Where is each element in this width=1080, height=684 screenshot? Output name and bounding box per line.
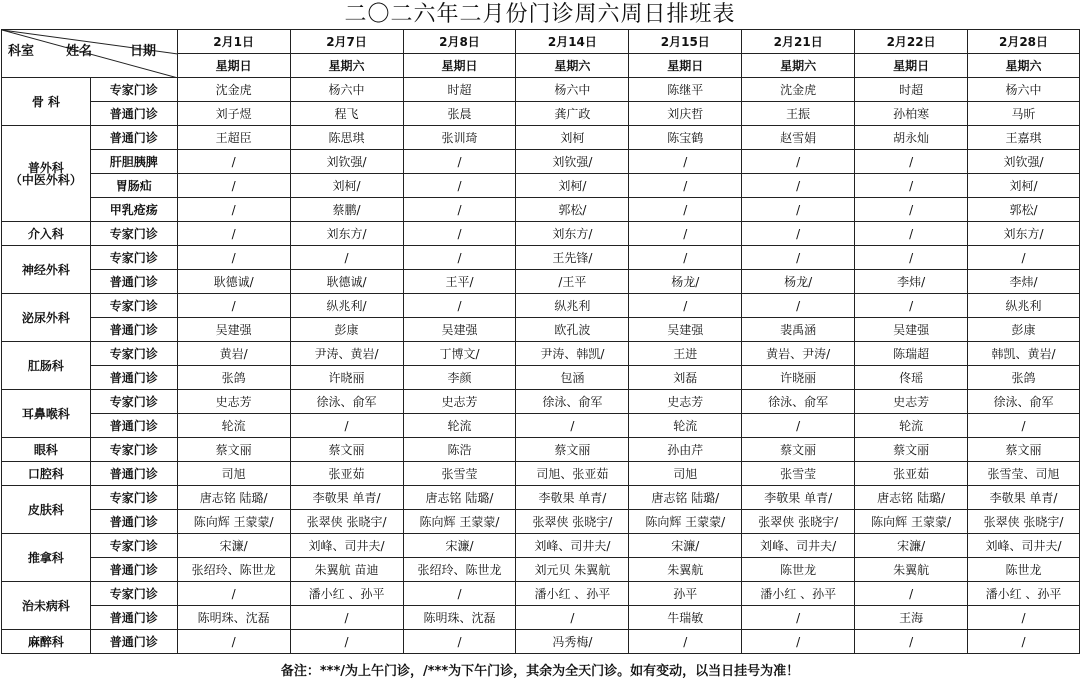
table-row xyxy=(2,342,1080,366)
schedule-cell: 王超臣 xyxy=(177,126,290,150)
department-cell: 推拿科 xyxy=(2,534,91,582)
schedule-cell: 陈瑞超 xyxy=(855,342,968,366)
schedule-cell: 丁博文/ xyxy=(403,342,516,366)
table-row xyxy=(2,366,1080,390)
table-row xyxy=(2,270,1080,294)
clinic-type-cell: 普通门诊 xyxy=(90,606,177,630)
schedule-cell: 耿德诚/ xyxy=(177,270,290,294)
header-row-dates xyxy=(2,30,1080,54)
schedule-cell: 纵兆利/ xyxy=(290,294,403,318)
weekday-header: 星期六 xyxy=(968,54,1080,78)
schedule-cell: 朱翼航 xyxy=(855,558,968,582)
schedule-cell: 史志芳 xyxy=(629,390,742,414)
schedule-cell: / xyxy=(742,222,855,246)
schedule-cell: / xyxy=(855,246,968,270)
table-row xyxy=(2,582,1080,606)
date-header: 2月22日 xyxy=(855,30,968,54)
table-row xyxy=(2,102,1080,126)
schedule-cell: 李炜/ xyxy=(855,270,968,294)
schedule-cell: / xyxy=(855,582,968,606)
table-row xyxy=(2,174,1080,198)
schedule-cell: 朱翼航 苗迪 xyxy=(290,558,403,582)
schedule-cell: 纵兆利 xyxy=(516,294,629,318)
schedule-cell: 王振 xyxy=(742,102,855,126)
date-header: 2月8日 xyxy=(403,30,516,54)
table-row xyxy=(2,486,1080,510)
table-row xyxy=(2,414,1080,438)
schedule-cell: / xyxy=(403,294,516,318)
schedule-cell: 宋濂/ xyxy=(629,534,742,558)
schedule-cell: 蔡鹏/ xyxy=(290,198,403,222)
schedule-cell: 包涵 xyxy=(516,366,629,390)
schedule-cell: 张亚茹 xyxy=(855,462,968,486)
schedule-cell: 许晓丽 xyxy=(290,366,403,390)
schedule-cell: 沈金虎 xyxy=(742,78,855,102)
schedule-cell: / xyxy=(629,198,742,222)
date-header: 2月28日 xyxy=(968,30,1080,54)
weekday-header: 星期六 xyxy=(290,54,403,78)
date-header: 2月1日 xyxy=(177,30,290,54)
schedule-cell: / xyxy=(177,294,290,318)
footnote: 备注：***/为上午门诊，/***为下午门诊，其余为全天门诊。如有变动，以当日挂号为准！ xyxy=(280,664,800,679)
schedule-cell: 王先锋/ xyxy=(516,246,629,270)
schedule-cell: 郭松/ xyxy=(516,198,629,222)
table-row xyxy=(2,390,1080,414)
schedule-cell: / xyxy=(403,222,516,246)
schedule-cell: / xyxy=(968,606,1080,630)
schedule-cell: / xyxy=(968,630,1080,654)
schedule-cell: 纵兆利 xyxy=(968,294,1080,318)
schedule-cell: / xyxy=(855,294,968,318)
schedule-cell: 潘小红 、孙平 xyxy=(968,582,1080,606)
schedule-cell: 徐泳、俞军 xyxy=(516,390,629,414)
department-cell: 介入科 xyxy=(2,222,91,246)
schedule-cell: 李敬果 单青/ xyxy=(290,486,403,510)
department-cell: 耳鼻喉科 xyxy=(2,390,91,438)
schedule-cell: 张雪莹、司旭 xyxy=(968,462,1080,486)
schedule-cell: 徐泳、俞军 xyxy=(290,390,403,414)
schedule-cell: / xyxy=(290,630,403,654)
schedule-cell: 李敬果 单青/ xyxy=(968,486,1080,510)
corner-label-date: 日期 xyxy=(130,44,157,59)
schedule-cell: 张鸽 xyxy=(177,366,290,390)
schedule-cell: 刘柯/ xyxy=(290,174,403,198)
weekday-header: 星期日 xyxy=(855,54,968,78)
schedule-cell: 唐志铭 陆璐/ xyxy=(177,486,290,510)
schedule-cell: / xyxy=(742,198,855,222)
schedule-cell: 刘峰、司井夫/ xyxy=(968,534,1080,558)
department-cell: 神经外科 xyxy=(2,246,91,294)
department-cell: 肛肠科 xyxy=(2,342,91,390)
schedule-cell: 潘小红 、孙平 xyxy=(290,582,403,606)
schedule-cell: 张鸽 xyxy=(968,366,1080,390)
schedule-cell: / xyxy=(403,582,516,606)
schedule-cell: 吴建强 xyxy=(629,318,742,342)
department-cell: 眼科 xyxy=(2,438,91,462)
schedule-cell: / xyxy=(968,414,1080,438)
schedule-cell: 马昕 xyxy=(968,102,1080,126)
schedule-cell: 孙由芹 xyxy=(629,438,742,462)
table-row xyxy=(2,198,1080,222)
schedule-cell: / xyxy=(290,414,403,438)
schedule-cell: 刘东方/ xyxy=(516,222,629,246)
weekday-header: 星期日 xyxy=(177,54,290,78)
header-corner-cell xyxy=(2,30,178,78)
table-row xyxy=(2,558,1080,582)
schedule-cell: 朱翼航 xyxy=(629,558,742,582)
table-row xyxy=(2,78,1080,102)
schedule-cell: 程飞 xyxy=(290,102,403,126)
schedule-cell: 史志芳 xyxy=(403,390,516,414)
schedule-cell: 陈世龙 xyxy=(742,558,855,582)
schedule-cell: 孙柏寒 xyxy=(855,102,968,126)
schedule-cell: 蔡文丽 xyxy=(516,438,629,462)
schedule-cell: 张晨 xyxy=(403,102,516,126)
clinic-type-cell: 专家门诊 xyxy=(90,582,177,606)
clinic-type-cell: 胃肠疝 xyxy=(90,174,177,198)
clinic-type-cell: 专家门诊 xyxy=(90,78,177,102)
schedule-cell: 唐志铭 陆璐/ xyxy=(855,486,968,510)
schedule-cell: 轮流 xyxy=(403,414,516,438)
schedule-cell: 司旭、张亚茹 xyxy=(516,462,629,486)
schedule-cell: / xyxy=(403,150,516,174)
schedule-cell: 陈世龙 xyxy=(968,558,1080,582)
weekday-header: 星期六 xyxy=(516,54,629,78)
schedule-cell: 张翠侠 张晓宇/ xyxy=(968,510,1080,534)
schedule-cell: 张绍玲、陈世龙 xyxy=(403,558,516,582)
schedule-cell: / xyxy=(742,294,855,318)
schedule-cell: / xyxy=(403,246,516,270)
schedule-cell: 刘磊 xyxy=(629,366,742,390)
schedule-cell: 冯秀梅/ xyxy=(516,630,629,654)
schedule-cell: 黄岩、尹涛/ xyxy=(742,342,855,366)
schedule-cell: 孙平 xyxy=(629,582,742,606)
date-header: 2月7日 xyxy=(290,30,403,54)
schedule-cell: 裴禹涵 xyxy=(742,318,855,342)
schedule-cell: 宋濂/ xyxy=(855,534,968,558)
clinic-type-cell: 甲乳疮疡 xyxy=(90,198,177,222)
schedule-cell: / xyxy=(516,414,629,438)
schedule-cell: / xyxy=(742,246,855,270)
schedule-cell: / xyxy=(403,174,516,198)
schedule-cell: / xyxy=(629,174,742,198)
schedule-cell: 陈浩 xyxy=(403,438,516,462)
table-row xyxy=(2,246,1080,270)
clinic-type-cell: 普通门诊 xyxy=(90,366,177,390)
schedule-cell: 刘东方/ xyxy=(290,222,403,246)
schedule-cell: 刘峰、司井夫/ xyxy=(742,534,855,558)
schedule-table xyxy=(1,29,1080,654)
schedule-cell: 杨六中 xyxy=(516,78,629,102)
clinic-type-cell: 肝胆胰脾 xyxy=(90,150,177,174)
schedule-cell: 龚广政 xyxy=(516,102,629,126)
schedule-cell: 李敬果 单青/ xyxy=(742,486,855,510)
schedule-cell: / xyxy=(177,150,290,174)
schedule-cell: 杨龙/ xyxy=(742,270,855,294)
date-header: 2月21日 xyxy=(742,30,855,54)
schedule-cell: 刘钦强/ xyxy=(516,150,629,174)
clinic-type-cell: 普通门诊 xyxy=(90,414,177,438)
clinic-type-cell: 专家门诊 xyxy=(90,294,177,318)
clinic-type-cell: 普通门诊 xyxy=(90,462,177,486)
schedule-cell: 刘钦强/ xyxy=(968,150,1080,174)
schedule-cell: 史志芳 xyxy=(855,390,968,414)
schedule-cell: 潘小红 、孙平 xyxy=(516,582,629,606)
schedule-cell: 刘东方/ xyxy=(968,222,1080,246)
schedule-cell: / xyxy=(177,222,290,246)
schedule-cell: 王海 xyxy=(855,606,968,630)
schedule-cell: 轮流 xyxy=(177,414,290,438)
schedule-cell: / xyxy=(403,198,516,222)
schedule-cell: 彭康 xyxy=(290,318,403,342)
clinic-type-cell: 专家门诊 xyxy=(90,246,177,270)
schedule-cell: 张雪莹 xyxy=(742,462,855,486)
schedule-cell: 耿德诚/ xyxy=(290,270,403,294)
schedule-cell: 王嘉琪 xyxy=(968,126,1080,150)
schedule-cell: / xyxy=(177,630,290,654)
schedule-cell: 史志芳 xyxy=(177,390,290,414)
schedule-cell: 陈向辉 王蒙蒙/ xyxy=(855,510,968,534)
schedule-cell: 王平/ xyxy=(403,270,516,294)
table-row xyxy=(2,510,1080,534)
clinic-type-cell: 普通门诊 xyxy=(90,318,177,342)
department-cell: 骨 科 xyxy=(2,78,91,126)
schedule-cell: 司旭 xyxy=(177,462,290,486)
schedule-cell: 时超 xyxy=(855,78,968,102)
clinic-type-cell: 普通门诊 xyxy=(90,558,177,582)
schedule-cell: 刘庆哲 xyxy=(629,102,742,126)
schedule-cell: 陈明珠、沈磊 xyxy=(177,606,290,630)
schedule-cell: / xyxy=(855,150,968,174)
schedule-cell: / xyxy=(177,198,290,222)
schedule-cell: 张翠侠 张晓宇/ xyxy=(742,510,855,534)
schedule-cell: 陈思琪 xyxy=(290,126,403,150)
schedule-cell: 蔡文丽 xyxy=(742,438,855,462)
schedule-cell: 彭康 xyxy=(968,318,1080,342)
schedule-cell: 刘子煜 xyxy=(177,102,290,126)
schedule-cell: 徐泳、俞军 xyxy=(968,390,1080,414)
schedule-cell: / xyxy=(290,606,403,630)
clinic-type-cell: 专家门诊 xyxy=(90,534,177,558)
schedule-cell: / xyxy=(290,246,403,270)
clinic-type-cell: 普通门诊 xyxy=(90,270,177,294)
schedule-cell: / xyxy=(855,630,968,654)
schedule-cell: 刘柯/ xyxy=(968,174,1080,198)
table-row xyxy=(2,222,1080,246)
schedule-cell: / xyxy=(629,630,742,654)
schedule-cell: 陈向辉 王蒙蒙/ xyxy=(629,510,742,534)
schedule-cell: 唐志铭 陆璐/ xyxy=(629,486,742,510)
clinic-type-cell: 专家门诊 xyxy=(90,438,177,462)
schedule-cell: 王进 xyxy=(629,342,742,366)
schedule-cell: 张雪莹 xyxy=(403,462,516,486)
schedule-cell: 张训琦 xyxy=(403,126,516,150)
schedule-cell: 陈继平 xyxy=(629,78,742,102)
schedule-cell: 黄岩/ xyxy=(177,342,290,366)
schedule-cell: 吴建强 xyxy=(403,318,516,342)
schedule-cell: / xyxy=(177,174,290,198)
schedule-cell: 吴建强 xyxy=(177,318,290,342)
schedule-cell: / xyxy=(516,606,629,630)
schedule-cell: 尹涛、韩凯/ xyxy=(516,342,629,366)
date-header: 2月14日 xyxy=(516,30,629,54)
schedule-cell: 徐泳、俞军 xyxy=(742,390,855,414)
department-cell: 治未病科 xyxy=(2,582,91,630)
schedule-cell: / xyxy=(177,582,290,606)
clinic-type-cell: 普通门诊 xyxy=(90,102,177,126)
schedule-cell: 潘小红 、孙平 xyxy=(742,582,855,606)
schedule-cell: / xyxy=(177,246,290,270)
schedule-cell: 佟瑶 xyxy=(855,366,968,390)
table-row xyxy=(2,150,1080,174)
schedule-cell: 杨六中 xyxy=(290,78,403,102)
schedule-cell: 李敬果 单青/ xyxy=(516,486,629,510)
schedule-cell: / xyxy=(855,222,968,246)
schedule-cell: / xyxy=(742,414,855,438)
weekday-header: 星期日 xyxy=(403,54,516,78)
schedule-cell: 吴建强 xyxy=(855,318,968,342)
schedule-cell: 许晓丽 xyxy=(742,366,855,390)
table-row xyxy=(2,438,1080,462)
schedule-cell: / xyxy=(742,174,855,198)
schedule-cell: 刘柯/ xyxy=(516,174,629,198)
schedule-cell: 杨龙/ xyxy=(629,270,742,294)
schedule-cell: 宋濂/ xyxy=(177,534,290,558)
schedule-cell: 张亚茹 xyxy=(290,462,403,486)
schedule-cell: 郭松/ xyxy=(968,198,1080,222)
schedule-cell: 司旭 xyxy=(629,462,742,486)
schedule-cell: / xyxy=(742,150,855,174)
weekday-header: 星期六 xyxy=(742,54,855,78)
schedule-cell: / xyxy=(742,630,855,654)
clinic-type-cell: 专家门诊 xyxy=(90,342,177,366)
department-cell: 口腔科 xyxy=(2,462,91,486)
schedule-cell: 韩凯、黄岩/ xyxy=(968,342,1080,366)
table-row xyxy=(2,630,1080,654)
schedule-cell: 宋濂/ xyxy=(403,534,516,558)
schedule-cell: / xyxy=(629,150,742,174)
schedule-cell: 李颜 xyxy=(403,366,516,390)
schedule-cell: 张翠侠 张晓宇/ xyxy=(290,510,403,534)
table-row xyxy=(2,534,1080,558)
page-title: 二〇二六年二月份门诊周六周日排班表 xyxy=(344,2,736,27)
table-row xyxy=(2,294,1080,318)
schedule-cell: 李炜/ xyxy=(968,270,1080,294)
schedule-cell: 刘峰、司井夫/ xyxy=(516,534,629,558)
weekday-header: 星期日 xyxy=(629,54,742,78)
schedule-cell: 唐志铭 陆璐/ xyxy=(403,486,516,510)
schedule-cell: 刘柯 xyxy=(516,126,629,150)
schedule-cell: 张翠侠 张晓宇/ xyxy=(516,510,629,534)
schedule-cell: 刘钦强/ xyxy=(290,150,403,174)
schedule-cell: 陈向辉 王蒙蒙/ xyxy=(403,510,516,534)
schedule-cell: / xyxy=(629,246,742,270)
table-row xyxy=(2,606,1080,630)
schedule-cell: /王平 xyxy=(516,270,629,294)
schedule-cell: / xyxy=(855,174,968,198)
clinic-type-cell: 专家门诊 xyxy=(90,486,177,510)
schedule-cell: 时超 xyxy=(403,78,516,102)
schedule-cell: 刘元贝 朱翼航 xyxy=(516,558,629,582)
table-row xyxy=(2,318,1080,342)
schedule-cell: 尹涛、黄岩/ xyxy=(290,342,403,366)
department-cell: 皮肤科 xyxy=(2,486,91,534)
schedule-cell: 蔡文丽 xyxy=(968,438,1080,462)
schedule-cell: 赵雪娟 xyxy=(742,126,855,150)
schedule-cell: 轮流 xyxy=(855,414,968,438)
corner-label-department: 科室 xyxy=(8,44,35,59)
department-cell: 泌尿外科 xyxy=(2,294,91,342)
schedule-cell: 轮流 xyxy=(629,414,742,438)
schedule-cell: 牛瑞敏 xyxy=(629,606,742,630)
schedule-cell: 蔡文丽 xyxy=(855,438,968,462)
schedule-cell: 杨六中 xyxy=(968,78,1080,102)
table-row xyxy=(2,126,1080,150)
schedule-cell: 胡永灿 xyxy=(855,126,968,150)
schedule-cell: / xyxy=(403,630,516,654)
table-row xyxy=(2,462,1080,486)
clinic-type-cell: 专家门诊 xyxy=(90,390,177,414)
schedule-cell: / xyxy=(629,294,742,318)
schedule-cell: 沈金虎 xyxy=(177,78,290,102)
department-cell: 麻醉科 xyxy=(2,630,91,654)
clinic-type-cell: 普通门诊 xyxy=(90,510,177,534)
department-cell: 普外科 （中医外科） xyxy=(2,126,91,222)
schedule-cell: / xyxy=(629,222,742,246)
date-header: 2月15日 xyxy=(629,30,742,54)
clinic-type-cell: 普通门诊 xyxy=(90,630,177,654)
schedule-cell: 张绍玲、陈世龙 xyxy=(177,558,290,582)
schedule-cell: 陈宝鹤 xyxy=(629,126,742,150)
schedule-cell: 陈明珠、沈磊 xyxy=(403,606,516,630)
corner-label-name: 姓名 xyxy=(66,44,93,59)
schedule-cell: 蔡文丽 xyxy=(177,438,290,462)
schedule-cell: 陈向辉 王蒙蒙/ xyxy=(177,510,290,534)
schedule-cell: 蔡文丽 xyxy=(290,438,403,462)
schedule-cell: / xyxy=(968,246,1080,270)
schedule-cell: / xyxy=(855,198,968,222)
clinic-type-cell: 普通门诊 xyxy=(90,126,177,150)
schedule-cell: 刘峰、司井夫/ xyxy=(290,534,403,558)
schedule-cell: / xyxy=(742,606,855,630)
schedule-cell: 欧孔波 xyxy=(516,318,629,342)
clinic-type-cell: 专家门诊 xyxy=(90,222,177,246)
